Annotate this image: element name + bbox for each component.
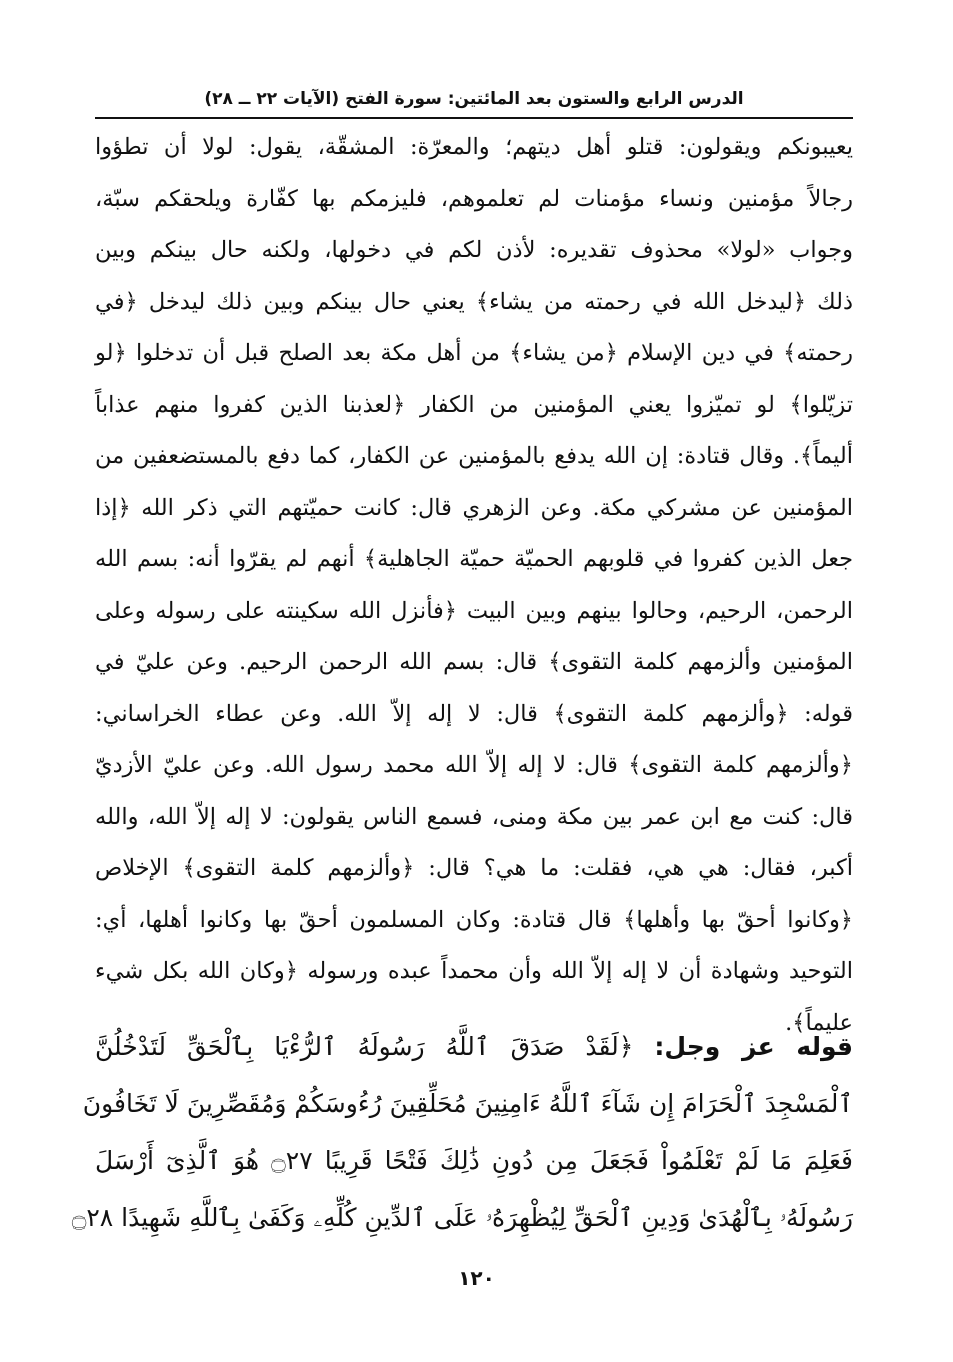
text-line: رحمته﴾ في دين الإسلام ﴿من يشاء﴾ من أهل مكة بعد الصلح قبل أن تدخلوا ﴿لو (95, 340, 853, 366)
text-line: تزيّلوا﴾ لو تميّزوا يعني المؤمنين من الكفار ﴿لعذبنا الذين كفروا منهم عذاباً (95, 391, 853, 418)
verse-text: ﴿لَقَدْ صَدَقَ ٱللَّهُ رَسُولَهُ ٱلرُّءْيَا بِٱلْحَقِّ لَتَدْخُلُنَّ (95, 1032, 634, 1061)
text-line: التوحيد وشهادة أن لا إله إلاّ الله وأن محمداً عبده ورسوله ﴿وكان الله بكل شيء (95, 958, 853, 984)
passage-intro: قوله عز وجل: (654, 1032, 854, 1061)
quran-line (95, 1018, 853, 1075)
text-line: الرحمن، الرحيم، وحالوا بينهم وبين البيت ﴿فأنزل الله سكينته على رسوله وعلى (95, 597, 853, 624)
text-line: ذلك ﴿ليدخل الله في رحمته من يشاء﴾ يعني حال بينكم وبين ذلك ليدخل ﴿في (95, 288, 853, 315)
text-line: رجالاً مؤمنين ونساء مؤمنات لم تعلموهم، فليزمكم بها كفّارة ويلحقكم سبّة، (95, 185, 853, 212)
text-line: قال: كنت مع ابن عمر بين مكة ومنى، فسمع الناس يقولون: لا إله إلاّ الله، والله (95, 803, 853, 830)
header-rule (95, 117, 853, 119)
text-line: قوله: ﴿وألزمهم كلمة التقوى﴾ قال: لا إله إلاّ الله. وعن عطاء الخراساني: (95, 700, 853, 727)
quran-line: ٱلْمَسْجِدَ ٱلْحَرَامَ إِن شَآءَ ٱللَّهُ ءَامِنِينَ مُحَلِّقِينَ رُءُوسَكُمْ وَمُقَصِّرِينَ لَا تَخَافُونَ (82, 1089, 853, 1118)
text-line: جعل الذين كفروا في قلوبهم الحميّة حميّة الجاهلية﴾ أنهم لم يقرّوا أنه: بسم الله (95, 546, 853, 572)
quran-line: رَسُولَهُۥ بِٱلْهُدَىٰ وَدِينِ ٱلْحَقِّ لِيُظْهِرَهُۥ عَلَى ٱلدِّينِ كُلِّهِۦ وَكَفَىٰ بِٱللَّهِ شَهِيدًا ۝٢٨ (71, 1203, 853, 1232)
quran-passage (71, 1018, 854, 1246)
text-line: المؤمنين عن مشركي مكة. وعن الزهري قال: كانت حميّتهم التي ذكر الله ﴿إذا (95, 494, 853, 521)
page-number: ١٢٠ (458, 1266, 495, 1290)
text-line: ﴿وكانوا أحقّ بها وأهلها﴾ قال قتادة: وكان المسلمون أحقّ بها وكانوا أهلها، أي: (95, 906, 853, 933)
text-line: وجواب «لولا» محذوف تقديره: لأذن لكم في دخولها، ولكنه حال بينكم وبين (95, 237, 853, 263)
text-line: أليماً﴾. وقال قتادة: إن الله يدفع بالمؤمنين عن الكفار، كما دفع بالمستضعفين من (95, 443, 853, 469)
text-line: يعيبونكم ويقولون: قتلو أهل ديتهم؛ والمعرّة: المشقّة، يقول: لولا أن تطؤوا (95, 134, 853, 160)
text-line: أكبر، فقال: هي هي، فقلت: ما هي؟ قال: ﴿وألزمهم كلمة التقوى﴾ الإخلاص (95, 855, 853, 881)
commentary-text (95, 122, 853, 1049)
text-line: عليماً﴾. (785, 1009, 853, 1036)
text-line: المؤمنين وألزمهم كلمة التقوى﴾ قال: بسم الله الرحمن الرحيم. وعن عليّ في (95, 649, 853, 675)
quran-line: فَعَلِمَ مَا لَمْ تَعْلَمُواْ فَجَعَلَ مِن دُونِ ذَٰلِكَ فَتْحًا قَرِيبًا ۝٢٧ هُوَ ٱلَّذِىٓ أَرْسَلَ (95, 1146, 853, 1175)
running-header: الدرس الرابع والستون بعد المائتين: سورة الفتح (الآيات ٢٢ ــ ٢٨) (204, 89, 744, 109)
text-line: ﴿وألزمهم كلمة التقوى﴾ قال: لا إله إلاّ الله محمد رسول الله. وعن عليّ الأزديّ (95, 752, 853, 778)
